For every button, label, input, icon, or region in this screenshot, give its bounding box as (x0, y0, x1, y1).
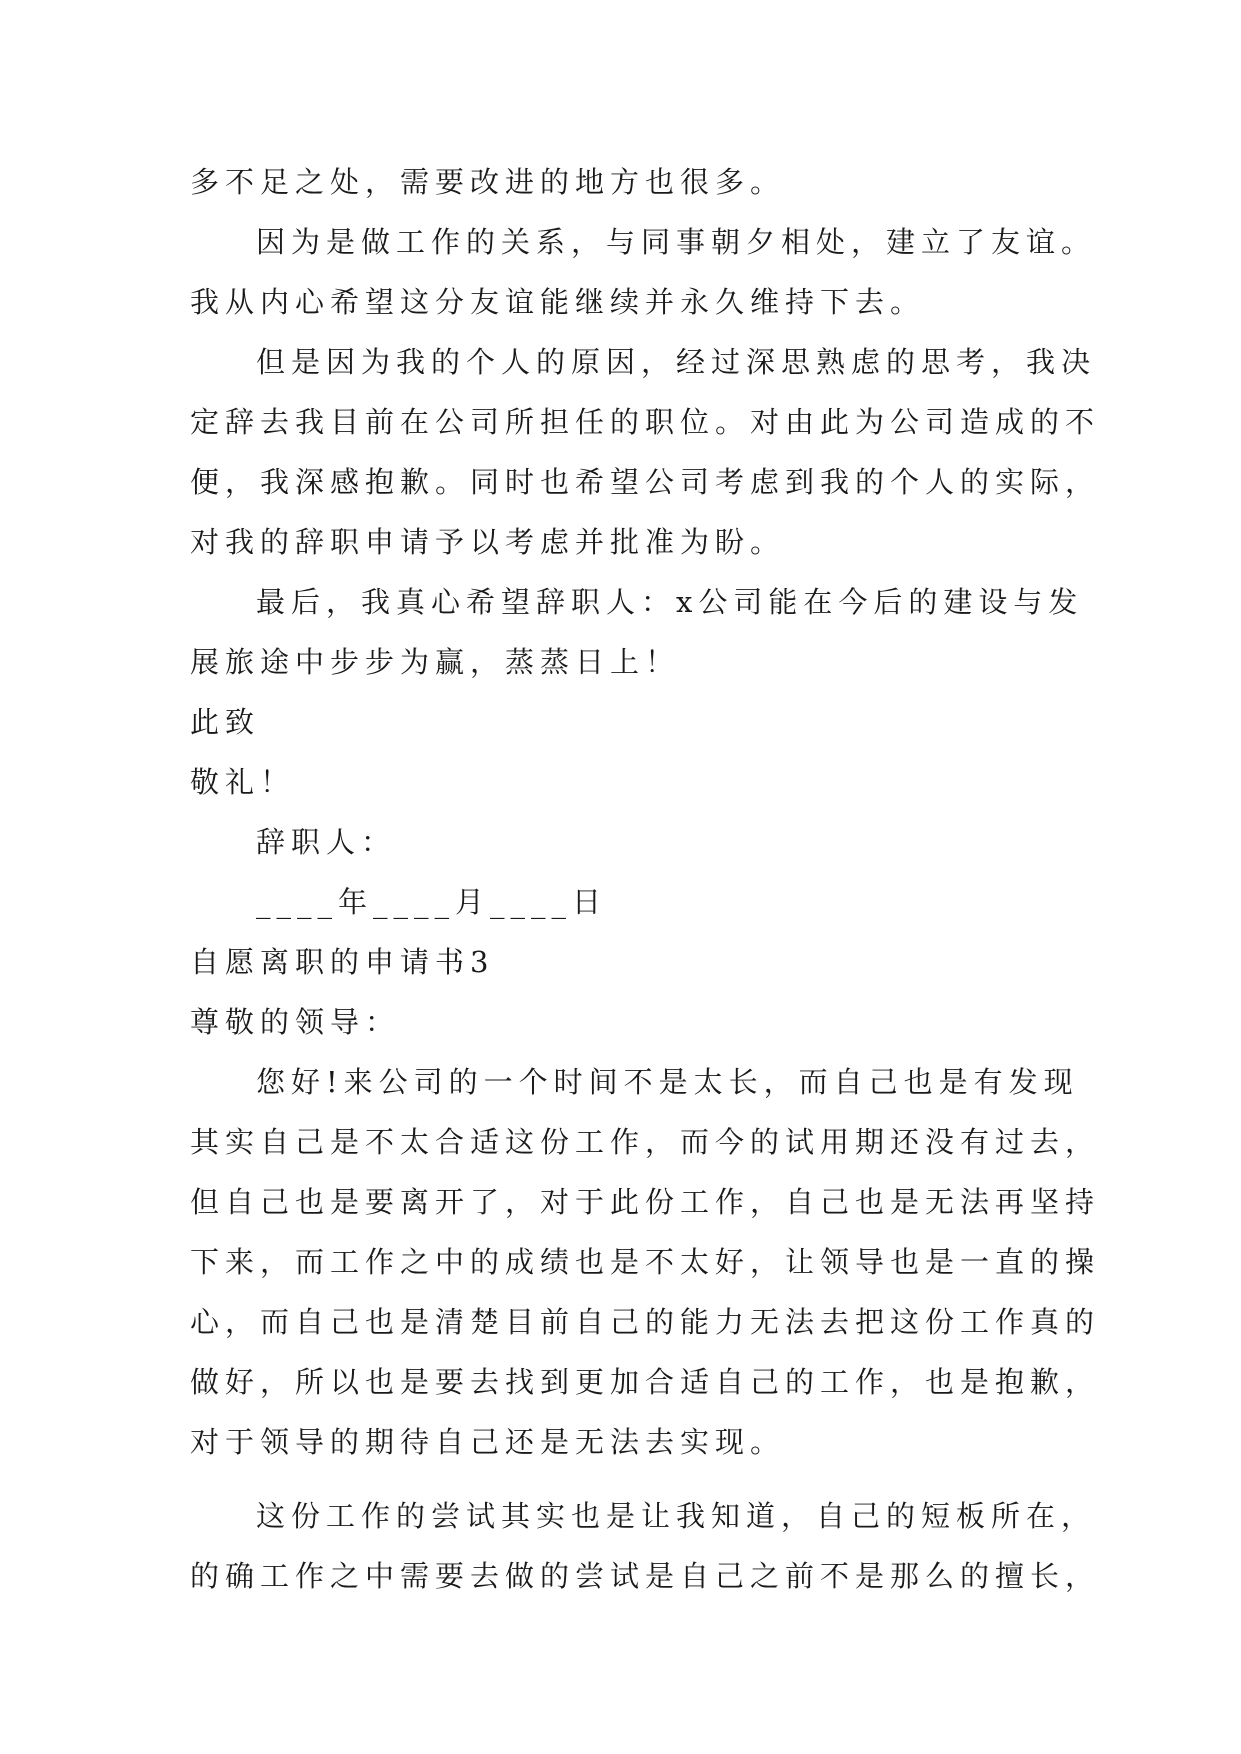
paragraph-line: 的确工作之中需要去做的尝试是自己之前不是那么的擅长， (190, 1559, 1101, 1593)
letter-title: 自愿离职的申请书3 (190, 945, 495, 979)
paragraph-line: 多不足之处，需要改进的地方也很多。 (190, 165, 786, 199)
paragraph-line: 便，我深感抱歉。同时也希望公司考虑到我的个人的实际， (190, 465, 1101, 499)
date-line: ____年____月____日 (256, 885, 608, 919)
paragraph-line: 对我的辞职申请予以考虑并批准为盼。 (190, 525, 786, 559)
signature-line: 辞职人： (256, 825, 397, 859)
paragraph-line: 但自己也是要离开了，对于此份工作，自己也是无法再坚持 (190, 1185, 1101, 1219)
paragraph-line: 定辞去我目前在公司所担任的职位。对由此为公司造成的不 (190, 405, 1101, 439)
paragraph-line: 做好，所以也是要去找到更加合适自己的工作，也是抱歉， (190, 1365, 1101, 1399)
salutation-line: 敬礼！ (190, 765, 296, 799)
greeting-line: 尊敬的领导： (190, 1005, 401, 1039)
paragraph-line: 对于领导的期待自己还是无法去实现。 (190, 1425, 786, 1459)
salutation-line: 此致 (190, 705, 261, 739)
paragraph-line: 心，而自己也是清楚目前自己的能力无法去把这份工作真的 (190, 1305, 1101, 1339)
paragraph-line: 这份工作的尝试其实也是让我知道，自己的短板所在， (256, 1499, 1097, 1533)
paragraph-line: 我从内心希望这分友谊能继续并永久维持下去。 (190, 285, 926, 319)
document-body (190, 152, 1101, 1606)
paragraph-line: 因为是做工作的关系，与同事朝夕相处，建立了友谊。 (256, 225, 1097, 259)
paragraph-line: 您好!来公司的一个时间不是太长，而自己也是有发现 (256, 1065, 1079, 1099)
paragraph-line: 下来，而工作之中的成绩也是不太好，让领导也是一直的操 (190, 1245, 1101, 1279)
paragraph-line: 展旅途中步步为赢，蒸蒸日上！ (190, 645, 681, 679)
paragraph-gap (190, 1472, 1075, 1486)
paragraph-line: 但是因为我的个人的原因，经过深思熟虑的思考，我决 (256, 345, 1097, 379)
paragraph-line: 最后，我真心希望辞职人：x公司能在今后的建设与发 (256, 585, 1084, 619)
paragraph-line: 其实自己是不太合适这份工作，而今的试用期还没有过去， (190, 1125, 1101, 1159)
